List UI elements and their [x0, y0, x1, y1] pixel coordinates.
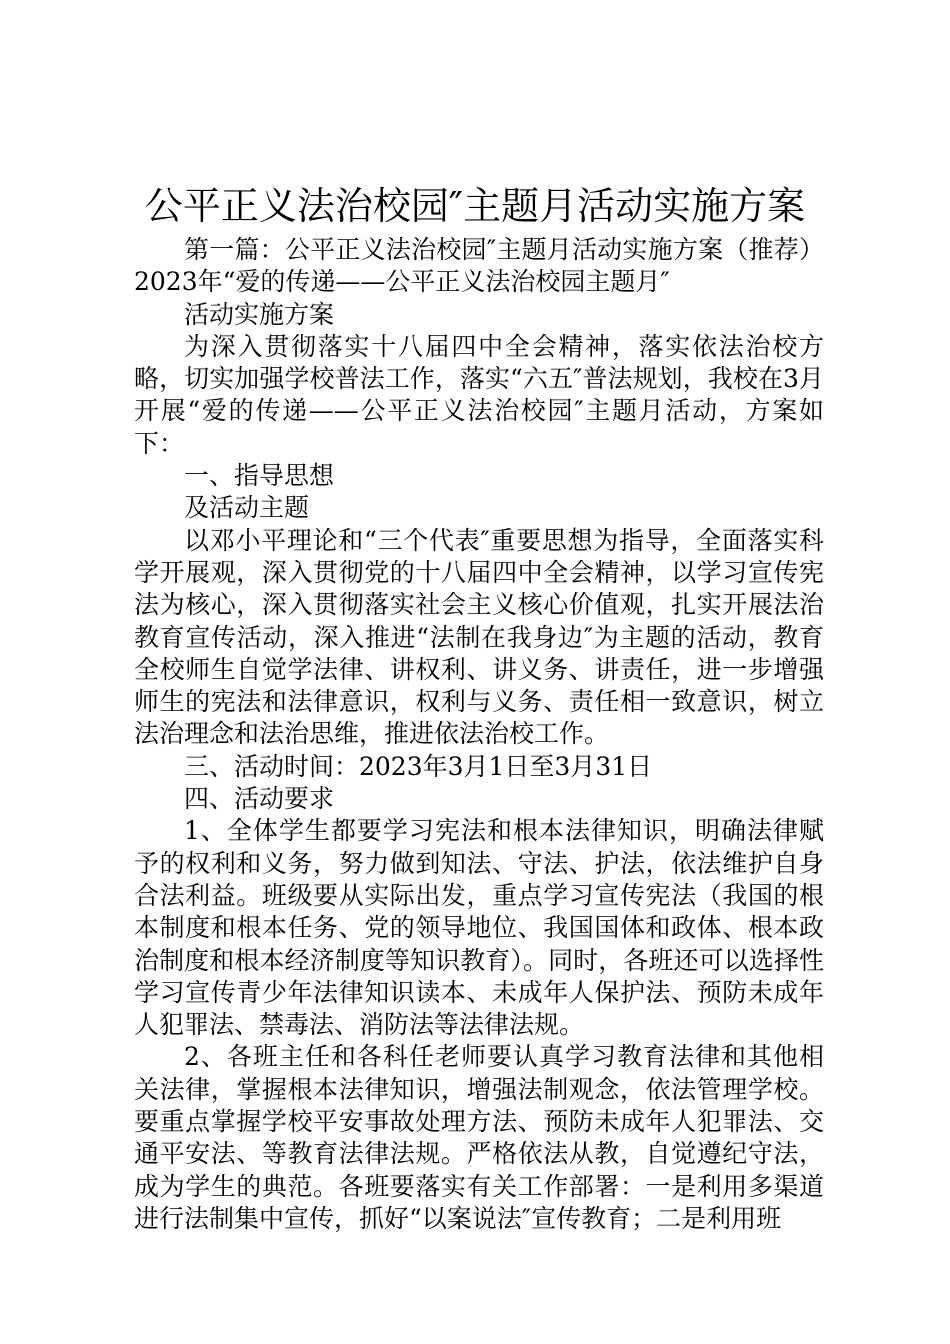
- section-heading-activity-time: 三、活动时间：2023年3月1日至3月31日: [184, 751, 653, 781]
- document-body: [134, 234, 824, 1235]
- paragraph-requirement-2: 2、各班主任和各科任老师要认真学习教育法律和其他相关法律，掌握根本法律知识，增强法制观念，依法管理学校。要重点掌握学校平安事故处理方法、预防未成年人犯罪法、交通平安法、等教育法律法规。严格依法从教，自觉遵纪守法，成为学生的典范。各班要落实有关工作部署：一是利用多渠道进行法制集中宣传，抓好“以案说法″宣传教育；二是利用班: [134, 1042, 824, 1233]
- paragraph-guiding-thought: 以邓小平理论和“三个代表″重要思想为指导，全面落实科学开展观，深入贯彻党的十八届四中全会精神，以学习宣传宪法为核心，深入贯彻落实社会主义核心价值观，扎实开展法治教育宣传活动，深入推进“法制在我身边″为主题的活动，教育全校师生自觉学法律、讲权利、讲义务、讲责任，进一步增强师生的宪法和法律意识，权利与义务、责任相一致意识，树立法治理念和法治思维，推进依法治校工作。: [134, 525, 824, 749]
- paragraph-purpose: 为深入贯彻落实十八届四中全会精神，落实依法治校方略，切实加强学校普法工作，落实“六五″普法规划，我校在3月开展“爱的传递——公平正义法治校园″主题月活动，方案如下：: [134, 331, 824, 458]
- section-heading-theme: 及活动主题: [184, 493, 310, 523]
- paragraph-subtitle: 活动实施方案: [184, 299, 335, 329]
- paragraph-requirement-1: 1、全体学生都要学习宪法和根本法律知识，明确法律赋予的权利和义务，努力做到知法、守法、护法，依法维护自身合法利益。班级要从实际出发，重点学习宣传宪法（我国的根本制度和根本任务、党的领导地位、我国国体和政体、根本政治制度和根本经济制度等知识教育）。同时，各班还可以选择性学习宣传青少年法律知识读本、未成年人保护法、预防未成年人犯罪法、禁毒法、消防法等法律法规。: [134, 816, 824, 1040]
- paragraph-intro: 第一篇：公平正义法治校园″主题月活动实施方案（推荐）2023年“爱的传递——公平正义法治校园主题月″: [134, 235, 824, 297]
- document-title: 公平正义法治校园″主题月活动实施方案: [144, 184, 806, 228]
- section-heading-requirements: 四、活动要求: [184, 784, 335, 814]
- section-heading-guiding-thought: 一、指导思想: [184, 461, 335, 491]
